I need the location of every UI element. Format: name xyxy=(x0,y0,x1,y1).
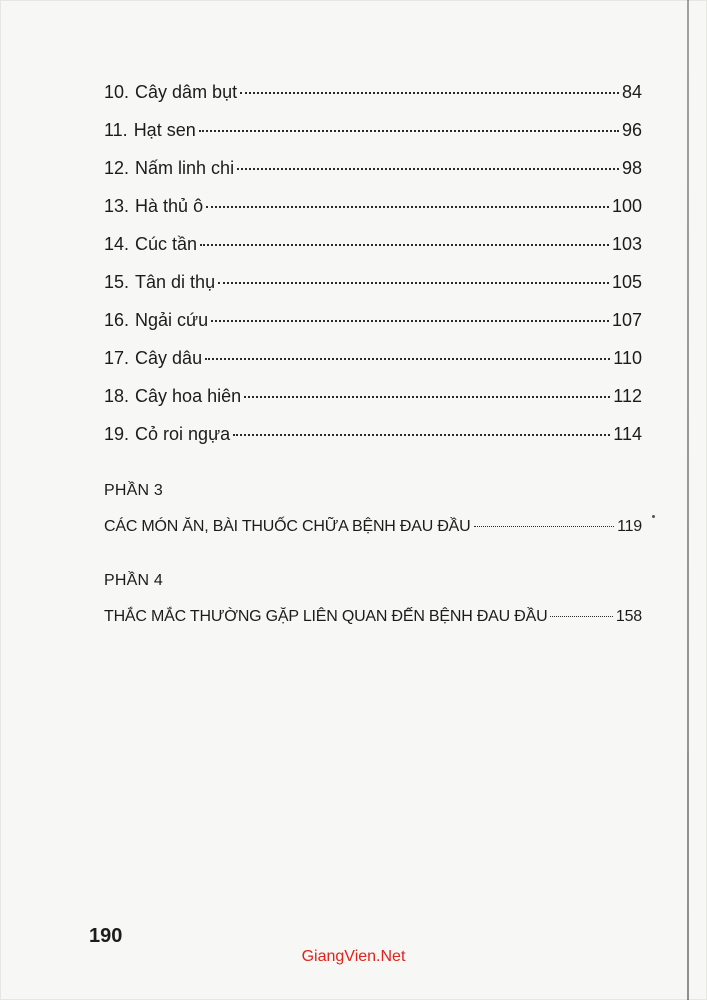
dot-leader xyxy=(244,396,610,398)
toc-entry-number: 11. xyxy=(104,120,128,140)
toc-entry[interactable] xyxy=(104,82,642,120)
part-page: 158 xyxy=(615,608,642,625)
toc-entry[interactable] xyxy=(104,120,642,158)
toc-entry-title: Ngải cứu xyxy=(135,310,209,330)
toc-entry-title: Cây dâm bụt xyxy=(135,82,238,102)
part-title: THẮC MẮC THƯỜNG GẶP LIÊN QUAN ĐẾN BỆNH ĐAU ĐẦU xyxy=(104,608,548,625)
toc-entry-title: Tân di thụ xyxy=(135,272,216,292)
dot-leader xyxy=(199,130,619,132)
toc-entry[interactable] xyxy=(104,196,642,234)
toc-entry-page: 105 xyxy=(611,272,642,292)
dot-leader xyxy=(206,206,609,208)
toc-entry-page: 114 xyxy=(613,424,642,444)
part-entry[interactable] xyxy=(104,608,642,626)
toc-entry-page: 98 xyxy=(621,158,642,178)
toc-entry-number: 10. xyxy=(104,82,130,102)
toc-entry-title: Cây dâu xyxy=(135,348,203,368)
toc-entry-number: 19. xyxy=(104,424,130,444)
toc-entry-title: Hà thủ ô xyxy=(135,196,204,216)
dot-leader xyxy=(240,92,619,94)
toc-entry-page: 100 xyxy=(611,196,642,216)
toc-entry-title: Hạt sen xyxy=(133,120,196,140)
dot-leader xyxy=(211,320,609,322)
dot-leader xyxy=(233,434,610,436)
toc-entry-number: 13. xyxy=(104,196,130,216)
toc-entry-page: 103 xyxy=(611,234,642,254)
dot-leader xyxy=(218,282,609,284)
part-label: PHẦN 3 xyxy=(104,482,163,499)
part-section-4 xyxy=(104,572,642,626)
toc-entry[interactable] xyxy=(104,386,642,424)
toc-entry-title: Nấm linh chi xyxy=(135,158,235,178)
dot-leader xyxy=(200,244,609,246)
part-title: CÁC MÓN ĂN, BÀI THUỐC CHỮA BỆNH ĐAU ĐẦU xyxy=(104,518,471,535)
part-label: PHẦN 4 xyxy=(104,572,163,589)
toc-entry-number: 16. xyxy=(104,310,130,330)
toc-entry-page: 110 xyxy=(613,348,642,368)
toc-entry-page: 84 xyxy=(621,82,642,102)
dot-leader xyxy=(474,526,615,527)
dot-leader xyxy=(205,358,610,360)
dot-leader xyxy=(237,168,619,170)
toc-entry-number: 14. xyxy=(104,234,130,254)
dot-leader xyxy=(550,616,612,617)
toc-entry[interactable] xyxy=(104,272,642,310)
toc-entry-title: Cây hoa hiên xyxy=(135,386,242,406)
toc-entry-page: 96 xyxy=(621,120,642,140)
toc-entry-number: 15. xyxy=(104,272,130,292)
toc-entry-number: 17. xyxy=(104,348,130,368)
part-entry[interactable] xyxy=(104,518,642,536)
toc-entry[interactable] xyxy=(104,234,642,272)
toc-entry[interactable] xyxy=(104,424,642,462)
watermark-link[interactable]: GiangVien.Net xyxy=(301,948,406,965)
toc-entry[interactable] xyxy=(104,310,642,348)
toc-entry[interactable] xyxy=(104,158,642,196)
toc-entry-number: 18. xyxy=(104,386,130,406)
table-of-contents xyxy=(104,82,642,462)
scan-speck xyxy=(652,515,655,518)
page-number: 190 xyxy=(89,925,123,947)
toc-entry-title: Cúc tần xyxy=(135,234,198,254)
part-section-3 xyxy=(104,482,642,536)
toc-entry-title: Cỏ roi ngựa xyxy=(135,424,231,444)
toc-entry[interactable] xyxy=(104,348,642,386)
part-page: 119 xyxy=(617,518,642,535)
toc-entry-page: 107 xyxy=(611,310,642,330)
toc-entry-page: 112 xyxy=(613,386,642,406)
page-spine-shadow xyxy=(687,0,689,1000)
toc-entry-number: 12. xyxy=(104,158,130,178)
